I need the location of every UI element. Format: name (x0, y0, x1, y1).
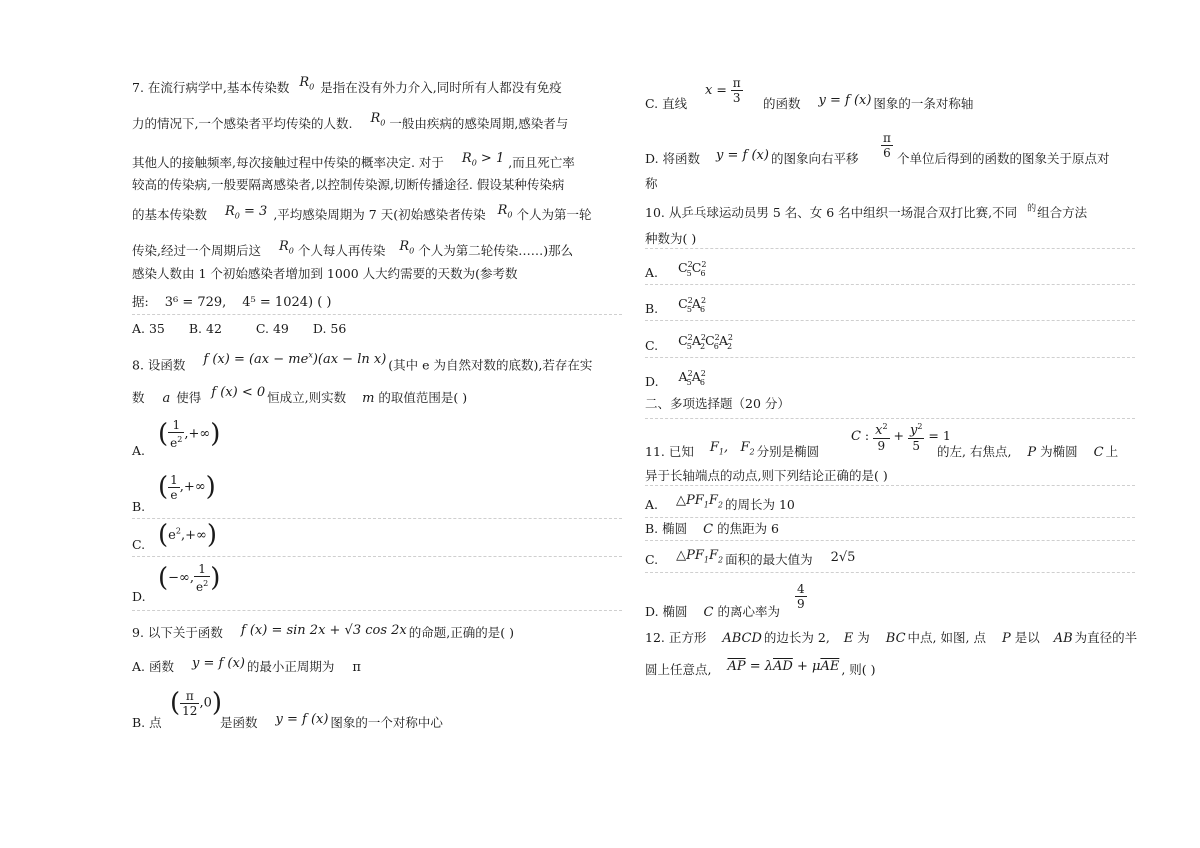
q9-option-b[interactable] (132, 715, 162, 731)
q9-line-1 (132, 625, 514, 642)
q10-option-a[interactable] (645, 262, 706, 287)
var-c: C (1093, 445, 1104, 460)
q10-option-b[interactable] (645, 298, 705, 323)
text: B. 点 (132, 715, 162, 730)
text: 异于长轴端点的动点,则下列结论正确的是( ) (645, 468, 888, 483)
formula-2-sqrt-5: 2√5 (830, 550, 856, 565)
text: 使得 (176, 390, 202, 405)
q7-line-2 (132, 111, 569, 138)
formula-c-c: $C^2_5C^2_6$ (678, 260, 707, 278)
text: 是以 (1014, 630, 1040, 645)
q7-line-4 (132, 177, 564, 193)
text: 的基本传染数 (132, 207, 208, 222)
var-c: C (703, 605, 714, 620)
text: 上 (1105, 444, 1119, 459)
divider (645, 284, 1135, 285)
q8-option-d-label[interactable] (132, 589, 146, 605)
text: D. (132, 589, 146, 604)
q8-option-c-label[interactable] (132, 537, 145, 553)
text: ,而且死亡率 (508, 155, 575, 170)
q9-option-b-rest (220, 712, 443, 732)
q9-option-d-line-2 (645, 176, 658, 192)
q10-line-1: 10. 从乒乓球运动员男 5 名、女 6 名中组织一场混合双打比赛,不同 $^的$组合方法 (645, 204, 1088, 220)
formula-3-pow-6: 3⁶ = 729, (164, 295, 227, 310)
formula-r0: $R_0$ (497, 203, 513, 220)
text: 二、多项选择题（20 分） (645, 396, 790, 411)
text: 为直径的半 (1074, 630, 1138, 645)
text: A. (132, 443, 146, 458)
formula-4-9: $\frac{4}{9}$ (797, 582, 805, 611)
q9-option-a[interactable] (132, 656, 361, 676)
divider (132, 610, 622, 611)
q7-line-7 (132, 266, 518, 282)
divider (645, 540, 1135, 541)
q8-option-b-formula: ( $\frac{1}{e}$ ,+∞) (158, 472, 216, 502)
formula-f1-f2: $F_1$, $F_2$ (709, 440, 755, 457)
text: B. 椭圆 (645, 521, 688, 536)
formula-y-fx: y = f (x) (716, 148, 769, 163)
var-abcd: ABCD (722, 631, 762, 646)
q11-option-b[interactable] (645, 521, 779, 538)
text: 的边长为 2, (763, 630, 830, 645)
text: 其他人的接触频率,每次接触过程中传染的概率决定. 对于 (132, 155, 444, 170)
text: C. (132, 537, 146, 552)
formula-y-fx: y = f (x) (275, 712, 329, 727)
formula-triangle-pf1f2: $\triangle PF_1F_2$ (676, 493, 723, 510)
divider (132, 518, 622, 519)
q11-line-2 (645, 468, 888, 484)
text: 7. 在流行病学中,基本传染数 (132, 80, 290, 95)
q9-option-b-point: ( $\frac{\pi}{12}$ ,0) (170, 688, 222, 718)
var-p: P (1001, 631, 1011, 646)
text: 的命题,正确的是( ) (408, 625, 514, 640)
text: D. 椭圆 (645, 604, 688, 619)
text: , 则( ) (841, 662, 876, 677)
formula-x-eq-pi-3: x = $\frac{\pi}{3}$ (705, 76, 741, 105)
q8-line-1 (132, 351, 593, 374)
q10-option-c[interactable] (645, 335, 732, 360)
formula-a-a: $A^2_5A^2_6$ (678, 369, 706, 387)
text: C. (645, 552, 659, 567)
text: 10. 从乒乓球运动员男 5 名、女 6 名中组织一场混合双打比赛,不同 (645, 205, 1018, 220)
text: D. 将函数 (645, 151, 701, 166)
text: 的周长为 10 (724, 497, 795, 512)
divider (645, 418, 1135, 419)
q7-line-5 (132, 203, 592, 229)
text: 的最小正周期为 (246, 659, 335, 674)
text: 个人每人再传染 (297, 243, 386, 258)
q8-option-b-label[interactable] (132, 499, 145, 515)
divider (645, 357, 1135, 358)
text: 为 (857, 630, 870, 645)
text: 图象的一个对称中心 (330, 715, 443, 730)
q7-line-6 (132, 239, 574, 265)
text: 的离心率为 (717, 604, 780, 619)
q9-option-d[interactable] (645, 148, 859, 168)
q10-option-d[interactable] (645, 371, 705, 396)
q9-option-d-rest (897, 151, 1110, 167)
text: 数 (132, 390, 145, 405)
divider (645, 517, 1135, 518)
q11-line-1-rest (937, 444, 1118, 461)
formula-pi-6: $\frac{\pi}{6}$ (883, 131, 891, 160)
formula-r0: $R_0$ (278, 239, 294, 256)
text: B. (132, 499, 146, 514)
var-bc: BC (885, 631, 906, 646)
text: 是指在没有外力介入,同时所有人都没有免疫 (320, 80, 562, 95)
text: 面积的最大值为 (725, 552, 813, 567)
q9-option-c-rest (763, 93, 974, 113)
var-c: C (703, 522, 714, 537)
text: 一般由疾病的感染周期,感染者与 (389, 116, 569, 131)
text: 的取值范围是( ) (378, 390, 468, 405)
formula-vector-ap: $\overline{AP} = \lambda\overline{AD} + \mu\overline{AE}$ (727, 659, 840, 674)
text: 的函数 (763, 96, 801, 111)
option-d[interactable]: D. 56 (312, 321, 347, 336)
text: 较高的传染病,一般要隔离感染者,以控制传染源,切断传播途径. 假设某种传染病 (132, 177, 565, 192)
text: 分别是椭圆 (756, 444, 820, 459)
formula-c-a: $C^2_5A^2_6$ (678, 296, 707, 314)
text: 据: (132, 294, 149, 309)
symbol-pi: π (352, 660, 361, 675)
text: 中点, 如图, 点 (907, 630, 986, 645)
q11-option-d[interactable] (645, 604, 780, 621)
q7-line-3 (132, 151, 575, 177)
text: 种数为( ) (645, 231, 697, 246)
text: 的左, 右焦点, (937, 444, 1012, 459)
text: 是函数 (220, 715, 258, 730)
formula-y-fx: y = f (x) (818, 93, 872, 108)
divider (645, 572, 1135, 573)
text: A. (645, 265, 659, 281)
var-p: P (1027, 445, 1037, 460)
text: 传染,经过一个周期后这 (132, 243, 261, 258)
formula-r0: $R_0$ (399, 239, 415, 256)
q8-option-a-formula: ( $\frac{1}{e^2}$ ,+∞) (158, 418, 221, 450)
text: 个人为第二轮传染……)那么 (418, 243, 574, 258)
formula-r0: $R_0$ (299, 75, 315, 92)
formula-c-a-c-a: $C^2_5A^2_2C^2_6A^2_2$ (678, 333, 733, 351)
text: (其中 e 为自然对数的底数),若存在实 (388, 357, 593, 373)
option-b[interactable]: B. 42 (188, 321, 222, 336)
formula-ellipse: C : $\frac{x^2}{9}$ + $\frac{y^2}{5}$ = 1 (851, 422, 951, 453)
q7-line-1 (132, 75, 562, 102)
text: 8. 设函数 (132, 357, 186, 373)
formula-f-sin-cos: f (x) = sin 2x + √3 cos 2x (240, 623, 407, 638)
option-c[interactable]: C. 49 (255, 321, 289, 336)
var-a: a (162, 391, 171, 406)
divider (645, 248, 1135, 249)
q11-option-a[interactable] (645, 493, 795, 519)
text: C. 直线 (645, 96, 688, 111)
text: A. 函数 (132, 659, 174, 674)
divider (645, 320, 1135, 321)
divider (132, 314, 622, 315)
text: 为椭圆 (1040, 444, 1078, 459)
section-heading (645, 396, 790, 412)
q8-option-d-formula: (−∞, $\frac{1}{e^2}$ ) (158, 562, 221, 594)
text: 感染人数由 1 个初始感染者增加到 1000 人大约需要的天数为(参考数 (132, 266, 518, 281)
text: 组合方法 (1037, 205, 1088, 220)
divider (645, 485, 1135, 486)
text: ,平均感染周期为 7 天(初始感染者传染 (273, 207, 486, 222)
text: 12. 正方形 (645, 630, 707, 645)
q7-line-8 (132, 294, 332, 311)
formula-triangle-pf1f2: $\triangle PF_1F_2$ (676, 548, 724, 565)
text: 11. 已知 (645, 444, 694, 459)
formula-r0-eq-3: $R_0 = 3$ (225, 204, 268, 221)
var-m: m (362, 391, 375, 406)
formula-4-pow-5: 4⁵ = 1024) ( ) (242, 295, 332, 310)
q8-option-c-formula: $(e^2,+\infty)$ (158, 520, 217, 550)
q8-option-a-label[interactable] (132, 443, 145, 459)
text: 图象的一条对称轴 (873, 96, 974, 111)
text: C. (645, 338, 659, 354)
text: 称 (645, 176, 658, 191)
option-a[interactable]: A. 35 (132, 321, 165, 336)
text: 圆上任意点, (645, 662, 712, 677)
q8-line-2 (132, 385, 468, 407)
formula-r0: $R_0$ (370, 111, 386, 128)
q12-line-2 (645, 659, 876, 679)
formula-f-x: f $(x) = (ax - me^x)(ax - \ln x)$ (203, 351, 387, 368)
text: A. (645, 497, 659, 512)
formula-r0-gt-1: $R_0 > 1$ (461, 151, 505, 168)
q12-line-1 (645, 630, 1137, 647)
formula-f-lt-0: f (x) < 0 (211, 385, 266, 400)
divider (132, 556, 622, 557)
q9-option-c[interactable] (645, 96, 687, 112)
text: D. (645, 374, 659, 390)
text: 个单位后得到的函数的图象关于原点对 (897, 151, 1110, 166)
q11-option-c[interactable] (645, 548, 856, 574)
text: 9. 以下关于函数 (132, 625, 223, 640)
text: 力的情况下,一个感染者平均传染的人数. (132, 116, 353, 131)
formula-y-fx: y = f (x) (191, 656, 245, 671)
text: 个人为第一轮 (516, 207, 592, 222)
q11-line-1 (645, 440, 820, 466)
q10-line-2 (645, 231, 696, 247)
var-e: E (843, 631, 854, 646)
text: 恒成立,则实数 (267, 390, 347, 405)
var-ab: AB (1053, 631, 1073, 646)
text: 的图象向右平移 (770, 151, 859, 166)
text: 的焦距为 6 (717, 521, 780, 536)
text: B. (645, 301, 659, 317)
q7-options (132, 321, 346, 337)
